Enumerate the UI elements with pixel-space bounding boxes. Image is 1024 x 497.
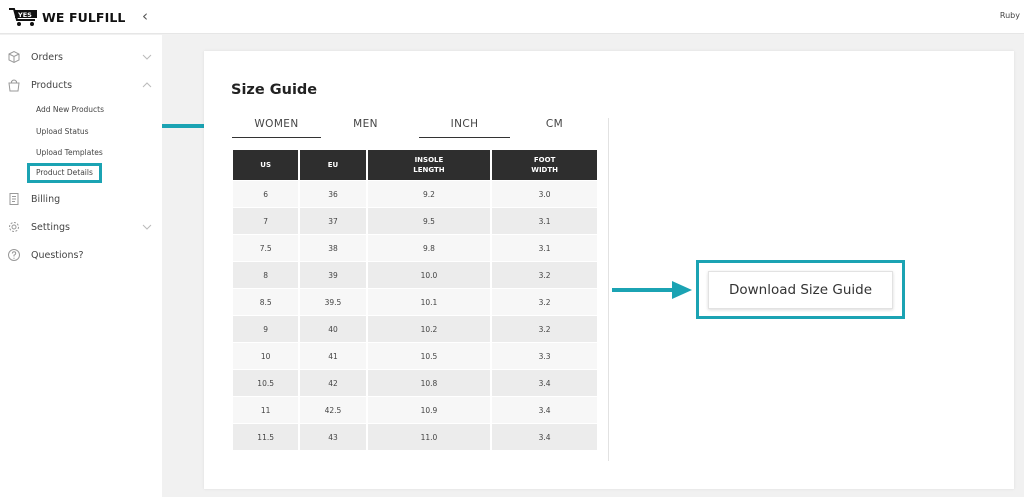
header-line: WIDTH [531,166,559,174]
top-bar [0,0,1024,34]
table-cell: 10.0 [368,262,491,288]
table-row [233,316,597,342]
logo-badge: YES [18,11,32,19]
table-cell: 8.5 [233,289,298,315]
table-cell: 3.3 [492,343,597,369]
sidebar-item-label: Settings [31,221,70,233]
box-icon [7,50,21,64]
table-row [233,343,597,369]
table-cell: 3.4 [492,397,597,423]
sidebar-item-label: Questions? [31,249,84,261]
table-row [233,289,597,315]
gear-icon [7,220,21,234]
table-cell: 10.9 [368,397,491,423]
table-cell: 43 [300,424,365,450]
chevron-down-icon [141,221,153,233]
table-cell: 10.8 [368,370,491,396]
bag-icon [7,78,21,92]
tab-women[interactable]: WOMEN [232,118,321,138]
sidebar-item-orders[interactable] [0,46,162,68]
cart-logo-icon [8,7,40,27]
download-highlight-frame [696,260,905,319]
table-cell: 6 [233,181,298,207]
table-cell: 11.5 [233,424,298,450]
tab-inch[interactable]: INCH [419,118,510,138]
table-row [233,424,597,450]
table-cell: 7 [233,208,298,234]
tab-men[interactable]: MEN [353,118,378,130]
size-table-body [233,181,597,450]
table-cell: 37 [300,208,365,234]
column-header-insole-length [368,150,491,180]
arrow-right-icon [612,280,694,300]
sidebar-item-label: Orders [31,51,63,63]
sidebar-subitem-product-details[interactable]: Product Details [27,163,102,183]
table-cell: 3.2 [492,262,597,288]
table-cell: 10.5 [233,370,298,396]
table-row [233,235,597,261]
table-header-row [233,150,597,180]
table-cell: 7.5 [233,235,298,261]
table-cell: 9.2 [368,181,491,207]
column-header-eu [300,150,365,180]
table-cell: 3.4 [492,424,597,450]
table-row [233,370,597,396]
sidebar-subitem-upload-templates[interactable]: Upload Templates [36,148,103,157]
size-guide-title: Size Guide [231,82,318,98]
table-row [233,181,597,207]
table-cell: 11 [233,397,298,423]
table-cell: 42.5 [300,397,365,423]
table-cell: 41 [300,343,365,369]
sidebar-item-label: Products [31,79,73,91]
header-line: US [260,161,272,169]
header-line: FOOT [533,156,556,164]
table-cell: 10.2 [368,316,491,342]
question-icon [7,248,21,262]
table-cell: 3.2 [492,316,597,342]
chevron-left-icon[interactable]: ‹ [142,7,148,25]
vertical-divider [608,118,609,461]
table-cell: 10 [233,343,298,369]
brand-name: WE FULFILL [42,9,126,25]
table-cell: 3.1 [492,235,597,261]
sidebar-item-questions[interactable] [0,244,162,266]
table-row [233,208,597,234]
table-cell: 38 [300,235,365,261]
size-guide-card [204,51,1014,489]
size-table [231,149,599,451]
sidebar-item-label: Billing [31,193,61,205]
header-line: INSOLE [414,156,444,164]
table-row [233,262,597,288]
table-cell: 39.5 [300,289,365,315]
table-cell: 9.5 [368,208,491,234]
tab-cm[interactable]: CM [545,118,564,130]
table-cell: 9 [233,316,298,342]
table-cell: 36 [300,181,365,207]
column-header-foot-width [492,150,597,180]
chevron-up-icon [141,79,153,91]
table-cell: 39 [300,262,365,288]
table-cell: 42 [300,370,365,396]
sidebar-subitem-add-new-products[interactable]: Add New Products [36,105,105,114]
sidebar-item-billing[interactable] [0,188,162,210]
sidebar [0,35,162,497]
table-cell: 3.4 [492,370,597,396]
table-cell: 3.2 [492,289,597,315]
table-cell: 3.1 [492,208,597,234]
brand-logo[interactable] [8,7,125,27]
sidebar-subitem-upload-status[interactable]: Upload Status [36,127,89,136]
table-row [233,397,597,423]
table-cell: 10.1 [368,289,491,315]
download-size-guide-button[interactable]: Download Size Guide [708,271,893,309]
invoice-icon [7,192,21,206]
table-cell: 10.5 [368,343,491,369]
chevron-down-icon [141,51,153,63]
table-cell: 3.0 [492,181,597,207]
sidebar-item-settings[interactable] [0,216,162,238]
table-cell: 11.0 [368,424,491,450]
user-name[interactable]: Ruby [999,11,1020,20]
table-cell: 9.8 [368,235,491,261]
table-cell: 40 [300,316,365,342]
sidebar-item-products[interactable] [0,74,162,96]
header-line: LENGTH [413,166,445,174]
column-header-us [233,150,298,180]
header-line: EU [327,161,339,169]
table-cell: 8 [233,262,298,288]
